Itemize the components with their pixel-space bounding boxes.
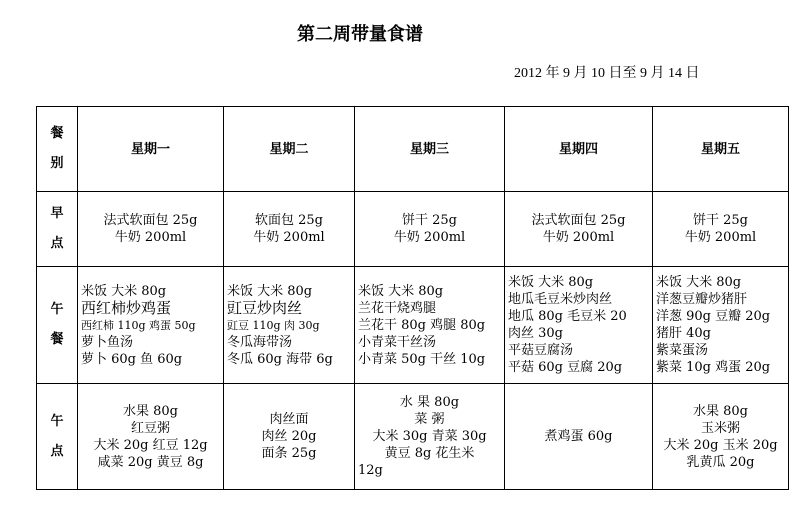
menu-line: 大米 20g 玉米 20g (663, 437, 778, 453)
menu-line: 米饭 大米 80g (508, 275, 594, 290)
snack-label (37, 384, 78, 490)
meal-header-char: 别 (50, 156, 64, 171)
menu-line: 玉米粥 (700, 420, 740, 436)
meal-label-char: 点 (50, 236, 64, 251)
lunch-label (37, 267, 78, 384)
menu-line: 饼干 25g (693, 213, 748, 228)
menu-line: 煮鸡蛋 60g (544, 429, 613, 444)
menu-line: 小青菜 50g 干丝 10g (358, 351, 486, 367)
menu-line: 水 果 80g (399, 395, 460, 410)
day-thursday: 星期四 (505, 107, 653, 192)
menu-line: 法式软面包 25g (531, 213, 626, 228)
menu-line: 牛奶 200ml (684, 230, 757, 245)
menu-line: 萝卜鱼汤 (81, 334, 134, 350)
breakfast-thursday (505, 192, 653, 267)
menu-line: 平菇豆腐汤 (508, 343, 574, 358)
menu-line: 肉丝面 (269, 412, 309, 427)
menu-line: 西红柿 110g 鸡蛋 50g (81, 318, 196, 332)
menu-line: 洋葱 90g 豆瓣 20g (656, 309, 771, 324)
menu-line: 地瓜毛豆米炒肉丝 (508, 292, 613, 307)
meal-label-char: 早 (50, 206, 64, 221)
menu-line: 兰花干烧鸡腿 (358, 300, 437, 316)
menu-line: 黄豆 8g 花生米 (384, 446, 475, 461)
lunch-thursday (505, 267, 653, 384)
menu-line: 豇豆炒肉丝 (227, 298, 303, 317)
menu-line: 菜 粥 (414, 412, 445, 427)
menu-line: 牛奶 200ml (253, 230, 325, 245)
menu-line: 软面包 25g (255, 213, 323, 228)
menu-line: 洋葱豆瓣炒猪肝 (656, 292, 748, 307)
menu-line: 平菇 60g 豆腐 20g (508, 360, 623, 375)
menu-line: 咸菜 20g 黄豆 8g (97, 454, 204, 470)
menu-line: 面条 25g (261, 446, 317, 461)
day-wednesday: 星期三 (355, 107, 505, 192)
lunch-friday (653, 267, 789, 384)
menu-table (36, 106, 789, 490)
page-title: 第二周带量食谱 (297, 24, 423, 45)
breakfast-row (37, 192, 789, 267)
meal-label-char: 餐 (50, 332, 64, 347)
breakfast-label (37, 192, 78, 267)
menu-line: 米饭 大米 80g (358, 283, 444, 299)
menu-line: 肉丝 20g (261, 429, 317, 444)
breakfast-wednesday (355, 192, 505, 267)
day-tuesday: 星期二 (224, 107, 355, 192)
menu-line: 米饭 大米 80g (656, 275, 742, 290)
snack-wednesday (355, 384, 505, 490)
menu-line: 水果 80g (693, 403, 748, 419)
menu-line: 牛奶 200ml (542, 230, 615, 245)
meal-label-char: 午 (50, 302, 64, 317)
menu-line: 地瓜 80g 毛豆米 20 (508, 309, 627, 324)
snack-thursday (505, 384, 653, 490)
snack-friday (653, 384, 789, 490)
lunch-tuesday (224, 267, 355, 384)
menu-line: 兰花干 80g 鸡腿 80g (358, 317, 486, 333)
meal-header-char: 餐 (50, 126, 64, 141)
snack-tuesday (224, 384, 355, 490)
menu-line: 大米 30g 青菜 30g (372, 429, 487, 444)
date-range: 2012 年 9 月 10 日至 9 月 14 日 (514, 66, 700, 81)
menu-line: 12g (358, 463, 383, 478)
snack-row (37, 384, 789, 490)
menu-line: 小青菜干丝汤 (358, 334, 437, 350)
meal-label-char: 点 (50, 443, 64, 459)
menu-line: 大米 20g 红豆 12g (93, 437, 208, 453)
lunch-row (37, 267, 789, 384)
menu-line: 牛奶 200ml (114, 230, 187, 245)
menu-line: 紫菜 10g 鸡蛋 20g (656, 360, 771, 375)
menu-line: 牛奶 200ml (393, 230, 466, 245)
menu-line: 豇豆 110g 肉 30g (227, 318, 320, 332)
day-friday: 星期五 (653, 107, 789, 192)
menu-line: 冬瓜海带汤 (227, 334, 293, 350)
breakfast-friday (653, 192, 789, 267)
menu-line: 西红柿炒鸡蛋 (81, 298, 172, 317)
meal-label-char: 午 (50, 413, 64, 429)
menu-line: 法式软面包 25g (103, 213, 198, 228)
menu-line: 米饭 大米 80g (227, 283, 313, 299)
lunch-wednesday (355, 267, 505, 384)
header-row (37, 107, 789, 192)
menu-line: 水果 80g (123, 403, 178, 419)
lunch-monday (78, 267, 224, 384)
menu-line: 红豆粥 (130, 420, 170, 436)
menu-line: 紫菜蛋汤 (656, 343, 709, 358)
menu-line: 猪肝 40g (656, 326, 711, 341)
menu-line: 肉丝 30g (508, 326, 563, 341)
menu-line: 萝卜 60g 鱼 60g (81, 351, 183, 367)
snack-monday (78, 384, 224, 490)
meal-header (37, 107, 78, 192)
menu-line: 米饭 大米 80g (81, 283, 167, 299)
menu-line: 饼干 25g (402, 213, 457, 228)
breakfast-tuesday (224, 192, 355, 267)
menu-line: 冬瓜 60g 海带 6g (227, 351, 333, 367)
menu-line: 乳黄瓜 20g (686, 454, 755, 470)
breakfast-monday (78, 192, 224, 267)
day-monday: 星期一 (78, 107, 224, 192)
